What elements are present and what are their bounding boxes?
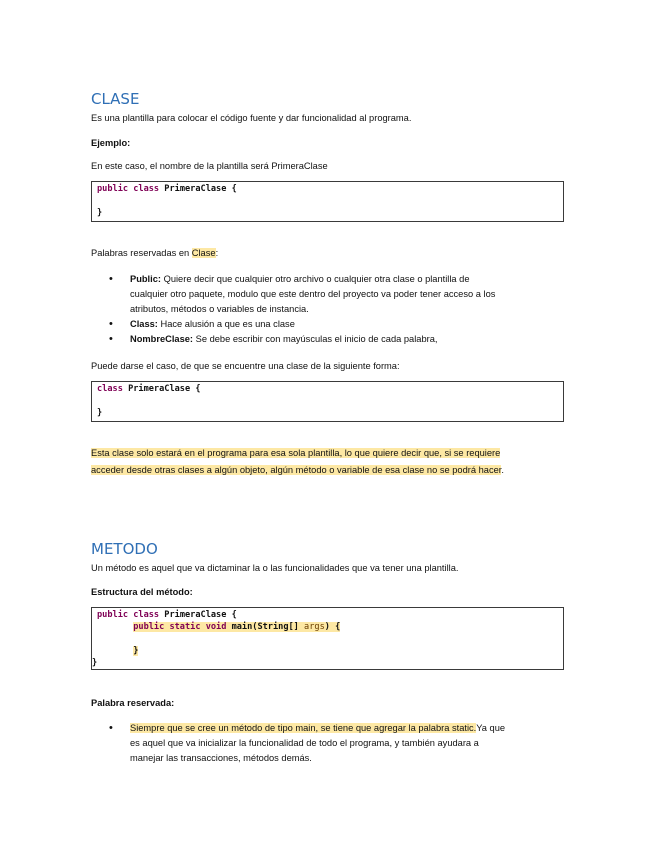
brace: ) {: [324, 622, 341, 632]
keyword: public: [97, 184, 129, 194]
example-intro: En este caso, el nombre de la plantilla será PrimeraClase: [91, 161, 328, 171]
reserved-words-list: [106, 272, 566, 347]
brace: }: [133, 646, 139, 656]
definition: cualquier otro paquete, modulo que este dentro del proyecto va poder tener acceso a los: [130, 289, 496, 299]
bullet-icon: •: [109, 722, 113, 734]
highlighted-word: Clase: [191, 248, 216, 258]
term: Class:: [130, 319, 158, 329]
brace: {: [231, 610, 237, 620]
definition: Hace alusión a que es una clase: [157, 319, 295, 329]
case-intro: Puede darse el caso, de que se encuentre una clase de la siguiente forma:: [91, 361, 400, 371]
text: manejar las transacciones, métodos demás.: [130, 753, 312, 763]
section-heading-clase: CLASE: [91, 90, 140, 108]
brace: }: [92, 658, 98, 668]
definition: atributos, métodos o variables de instancia.: [130, 304, 309, 314]
method-name: main(: [231, 622, 258, 632]
structure-label: Estructura del método:: [91, 587, 193, 597]
highlighted-text: Siempre que se cree un método de tipo main, se tiene que agregar la palabra static.: [130, 723, 477, 733]
text: Palabras reservadas en: [91, 248, 192, 258]
bullet-icon: •: [109, 318, 113, 330]
metodo-description: Un método es aquel que va dictaminar la o las funcionalidades que va tener una plantilla.: [91, 563, 459, 573]
keyword: class: [133, 610, 160, 620]
brace: {: [195, 384, 201, 394]
list-item: [106, 332, 566, 347]
definition: Se debe escribir con mayúsculas el inicio de cada palabra,: [193, 334, 438, 344]
note-line: acceder desde otras clases a algún objeto, algún método o variable de esa clase no se podrá hacer: [91, 465, 502, 475]
brace: }: [97, 408, 103, 418]
note-line: Esta clase solo estará en el programa para esa sola plantilla, lo que quiere decir que, si se requiere: [91, 448, 501, 458]
brace: }: [97, 208, 103, 218]
example-label: Ejemplo:: [91, 138, 131, 148]
term: Public:: [130, 274, 161, 284]
text: Ya que: [476, 723, 506, 733]
term: NombreClase:: [130, 334, 194, 344]
definition: Quiere decir que cualquier otro archivo o cualquier otra clase o plantilla de: [161, 274, 470, 284]
keyword: public: [97, 610, 129, 620]
reserved-label: Palabra reservada:: [91, 698, 175, 708]
reserved-words-intro: [91, 246, 566, 261]
class-name: PrimeraClase: [128, 384, 191, 394]
list-item: [106, 317, 566, 332]
text: es aquel que va inicializar la funcionalidad de todo el programa, y también ayudara a: [130, 738, 479, 748]
code-block-class-only: [91, 381, 564, 422]
brace: {: [231, 184, 237, 194]
class-name: PrimeraClase: [164, 184, 227, 194]
metodo-bullet-list: [106, 721, 566, 766]
keyword: class: [133, 184, 160, 194]
text: :: [215, 248, 219, 258]
highlighted-note: [91, 445, 566, 479]
keyword: static: [169, 622, 201, 632]
note-end: .: [501, 465, 504, 475]
keyword: void: [205, 622, 227, 632]
keyword: public: [133, 622, 165, 632]
bullet-icon: •: [109, 333, 113, 345]
list-item: [106, 721, 566, 766]
clase-description: Es una plantilla para colocar el código fuente y dar funcionalidad al programa.: [91, 113, 412, 123]
param-type: String[]: [257, 622, 299, 632]
class-name: PrimeraClase: [164, 610, 227, 620]
keyword: class: [97, 384, 123, 394]
code-block-primeraclase: [91, 181, 564, 222]
code-block-main-method: [91, 607, 564, 670]
param-name: args: [304, 622, 325, 632]
section-heading-metodo: METODO: [91, 540, 158, 558]
bullet-icon: •: [109, 273, 113, 285]
list-item: [106, 272, 566, 317]
